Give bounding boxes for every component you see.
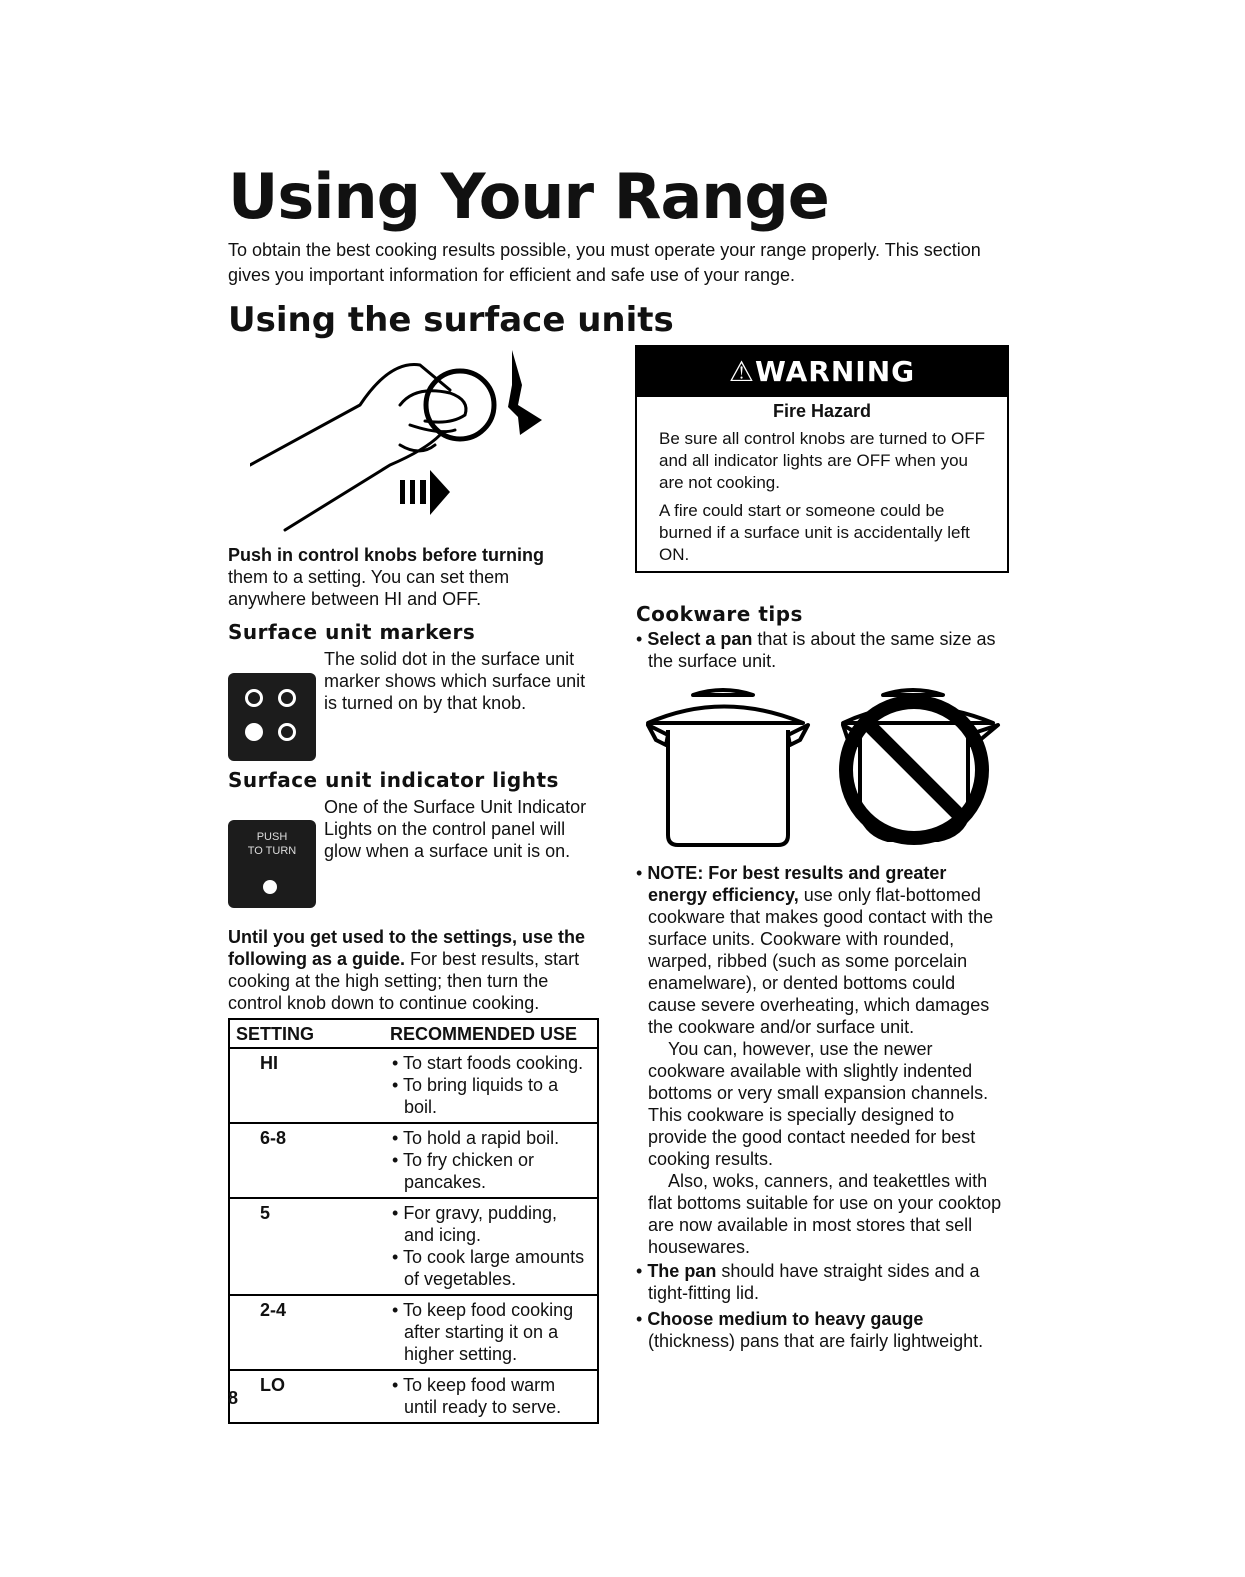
marker-dot-open-icon — [278, 723, 296, 741]
indicator-text: One of the Surface Unit Indicator Lights on the control panel will glow when a surface unit is on. — [324, 797, 587, 861]
note-newer-cookware: You can, however, use the newer cookware available with slightly indented bottoms or very small expansion channels. This cookware is specially designed to provide the good contact needed for best cooking results. — [648, 1039, 989, 1169]
tip-select-pan: • Select a pan that is about the same size as the surface unit. — [636, 629, 996, 671]
section-title: Using the surface units — [228, 300, 674, 340]
marker-dot-solid-icon — [245, 723, 263, 741]
indicator-light-icon — [263, 880, 277, 894]
table-row: 2-4 • To keep food cooking after starting it on a higher setting. — [229, 1295, 598, 1370]
table-row: HI • To start foods cooking. • To bring liquids to a boil. — [229, 1048, 598, 1123]
warning-subtitle: Fire Hazard — [772, 401, 872, 421]
page-title: Using Your Range — [228, 160, 829, 233]
tip-gauge: • Choose medium to heavy gauge (thickness) pans that are fairly lightweight. — [636, 1309, 984, 1351]
intro-paragraph: To obtain the best cooking results possible, you must operate your range properly. This section gives you important information for efficient and safe use of your range. — [228, 240, 981, 285]
flat-pot-icon — [648, 690, 808, 845]
push-arrow-icon — [400, 470, 450, 515]
surface-marker-panel — [228, 673, 316, 761]
markers-text: The solid dot in the surface unit marker shows which surface unit is turned on by that knob. — [324, 649, 586, 713]
page-number: 8 — [228, 1388, 239, 1408]
warning-text-2: A fire could start or someone could be burned if a surface unit is accidentally left ON. — [659, 501, 970, 564]
markers-heading: Surface unit markers — [228, 620, 476, 644]
tip-straight-sides: • The pan should have straight sides and a tight-fitting lid. — [636, 1261, 980, 1303]
warning-band: ⚠WARNING — [637, 347, 1007, 397]
settings-table — [228, 1018, 599, 1424]
table-row: 6-8 • To hold a rapid boil. • To fry chicken or pancakes. — [229, 1123, 598, 1198]
panel-label-turn: TO TURN — [247, 845, 297, 857]
indicator-heading: Surface unit indicator lights — [228, 768, 559, 792]
table-header-use: RECOMMENDED USE — [384, 1019, 598, 1048]
cookware-notes — [636, 862, 1008, 1352]
table-row: LO • To keep food warm until ready to serve. — [260, 1375, 562, 1417]
marker-dot-open-icon — [245, 689, 263, 707]
warning-triangle-icon: ⚠ — [728, 355, 755, 388]
cookware-illustration — [638, 685, 1008, 855]
knob-instruction: Push in control knobs before turning them to a setting. You can set them anywhere between HI and OFF. — [228, 545, 545, 609]
table-header-setting: SETTING — [229, 1019, 384, 1048]
marker-dot-open-icon — [278, 689, 296, 707]
warning-box — [635, 345, 1009, 573]
note-flat-bottom: • NOTE: For best results and greater energy efficiency, use only flat-bottomed cookware that makes good contact with the surface units. Cookware with rounded, warped, ribbed (such as some porcelain enamelware), or dented bottoms could cause severe overheating, which damages the cookware and/or surface unit. — [636, 863, 994, 1037]
guide-paragraph: Until you get used to the settings, use the following as a guide. For best results, start cooking at the high setting; then turn the control knob down to continue cooking. — [228, 927, 586, 1013]
note-woks: Also, woks, canners, and teakettles with flat bottoms suitable for use on your cooktop are now available in most stores that sell housewares. — [648, 1171, 1002, 1257]
panel-label-push: PUSH — [256, 831, 288, 843]
knob-hand-illustration — [250, 345, 570, 535]
rotate-arrow-icon — [508, 350, 542, 435]
cookware-heading: Cookware tips — [636, 602, 803, 626]
warning-text-1: Be sure all control knobs are turned to OFF and all indicator lights are OFF when you are not cooking. — [659, 429, 985, 492]
indicator-light-panel — [228, 820, 316, 908]
table-row: 5 • For gravy, pudding, and icing. • To cook large amounts of vegetables. — [229, 1198, 598, 1295]
